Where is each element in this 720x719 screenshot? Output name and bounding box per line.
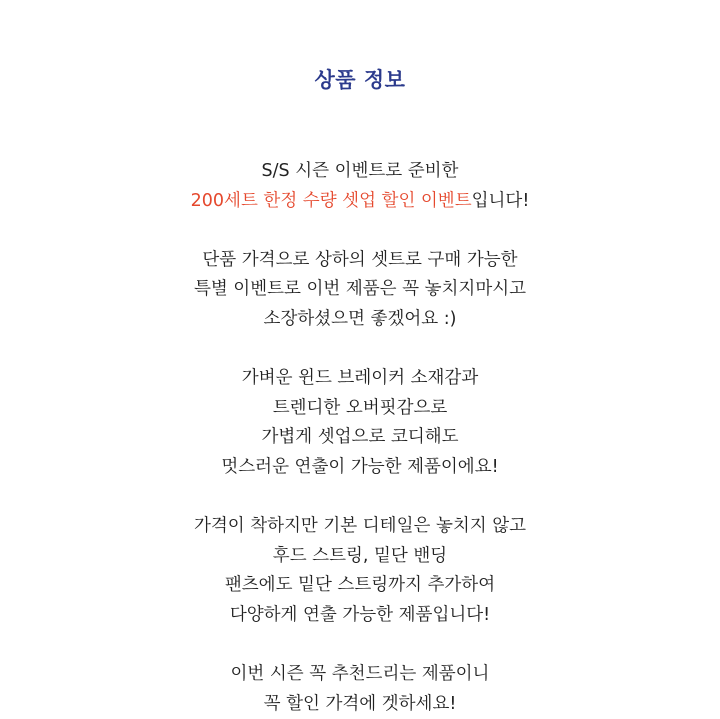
intro-line-2 [0,187,720,217]
paragraph-gap [0,335,720,365]
paragraph-3-line: 가벼운 윈드 브레이커 소재감과 [241,368,479,389]
paragraph-4-line: 가격이 착하지만 기본 디테일은 놓치지 않고 [193,516,527,537]
paragraph-3-line: 가볍게 셋업으로 코디해도 [261,427,459,448]
paragraph-3-line: 멋스러운 연출이 가능한 제품이에요! [221,456,499,477]
paragraph-4-line: 후드 스트링, 밑단 밴딩 [272,545,448,566]
paragraph-gap [0,216,720,246]
product-description [0,157,720,719]
paragraph-5-line: 이번 시즌 꼭 추천드리는 제품이니 [230,664,490,685]
paragraph-gap [0,631,720,661]
paragraph-2-line: 소장하셨으면 좋겠어요 :) [263,308,457,329]
intro-line-1: S/S 시즌 이벤트로 준비한 [261,161,459,181]
paragraph-4-line: 다양하게 연출 가능한 제품입니다! [229,604,491,625]
paragraph-4-line: 팬츠에도 밑단 스트링까지 추가하여 [224,575,496,596]
paragraph-2-line: 단품 가격으로 상하의 셋트로 구매 가능한 [202,249,518,270]
event-highlight-suffix: 입니다! [471,190,530,211]
page-title: 상품 정보 [314,68,406,92]
event-highlight-text: 200세트 한정 수량 셋업 할인 이벤트 [190,190,472,211]
paragraph-2-line: 특별 이벤트로 이번 제품은 꼭 놓치지마시고 [193,279,527,300]
paragraph-gap [0,483,720,513]
paragraph-5-line: 꼭 할인 가격에 겟하세요! [263,693,457,714]
paragraph-3-line: 트렌디한 오버핏감으로 [272,397,448,418]
